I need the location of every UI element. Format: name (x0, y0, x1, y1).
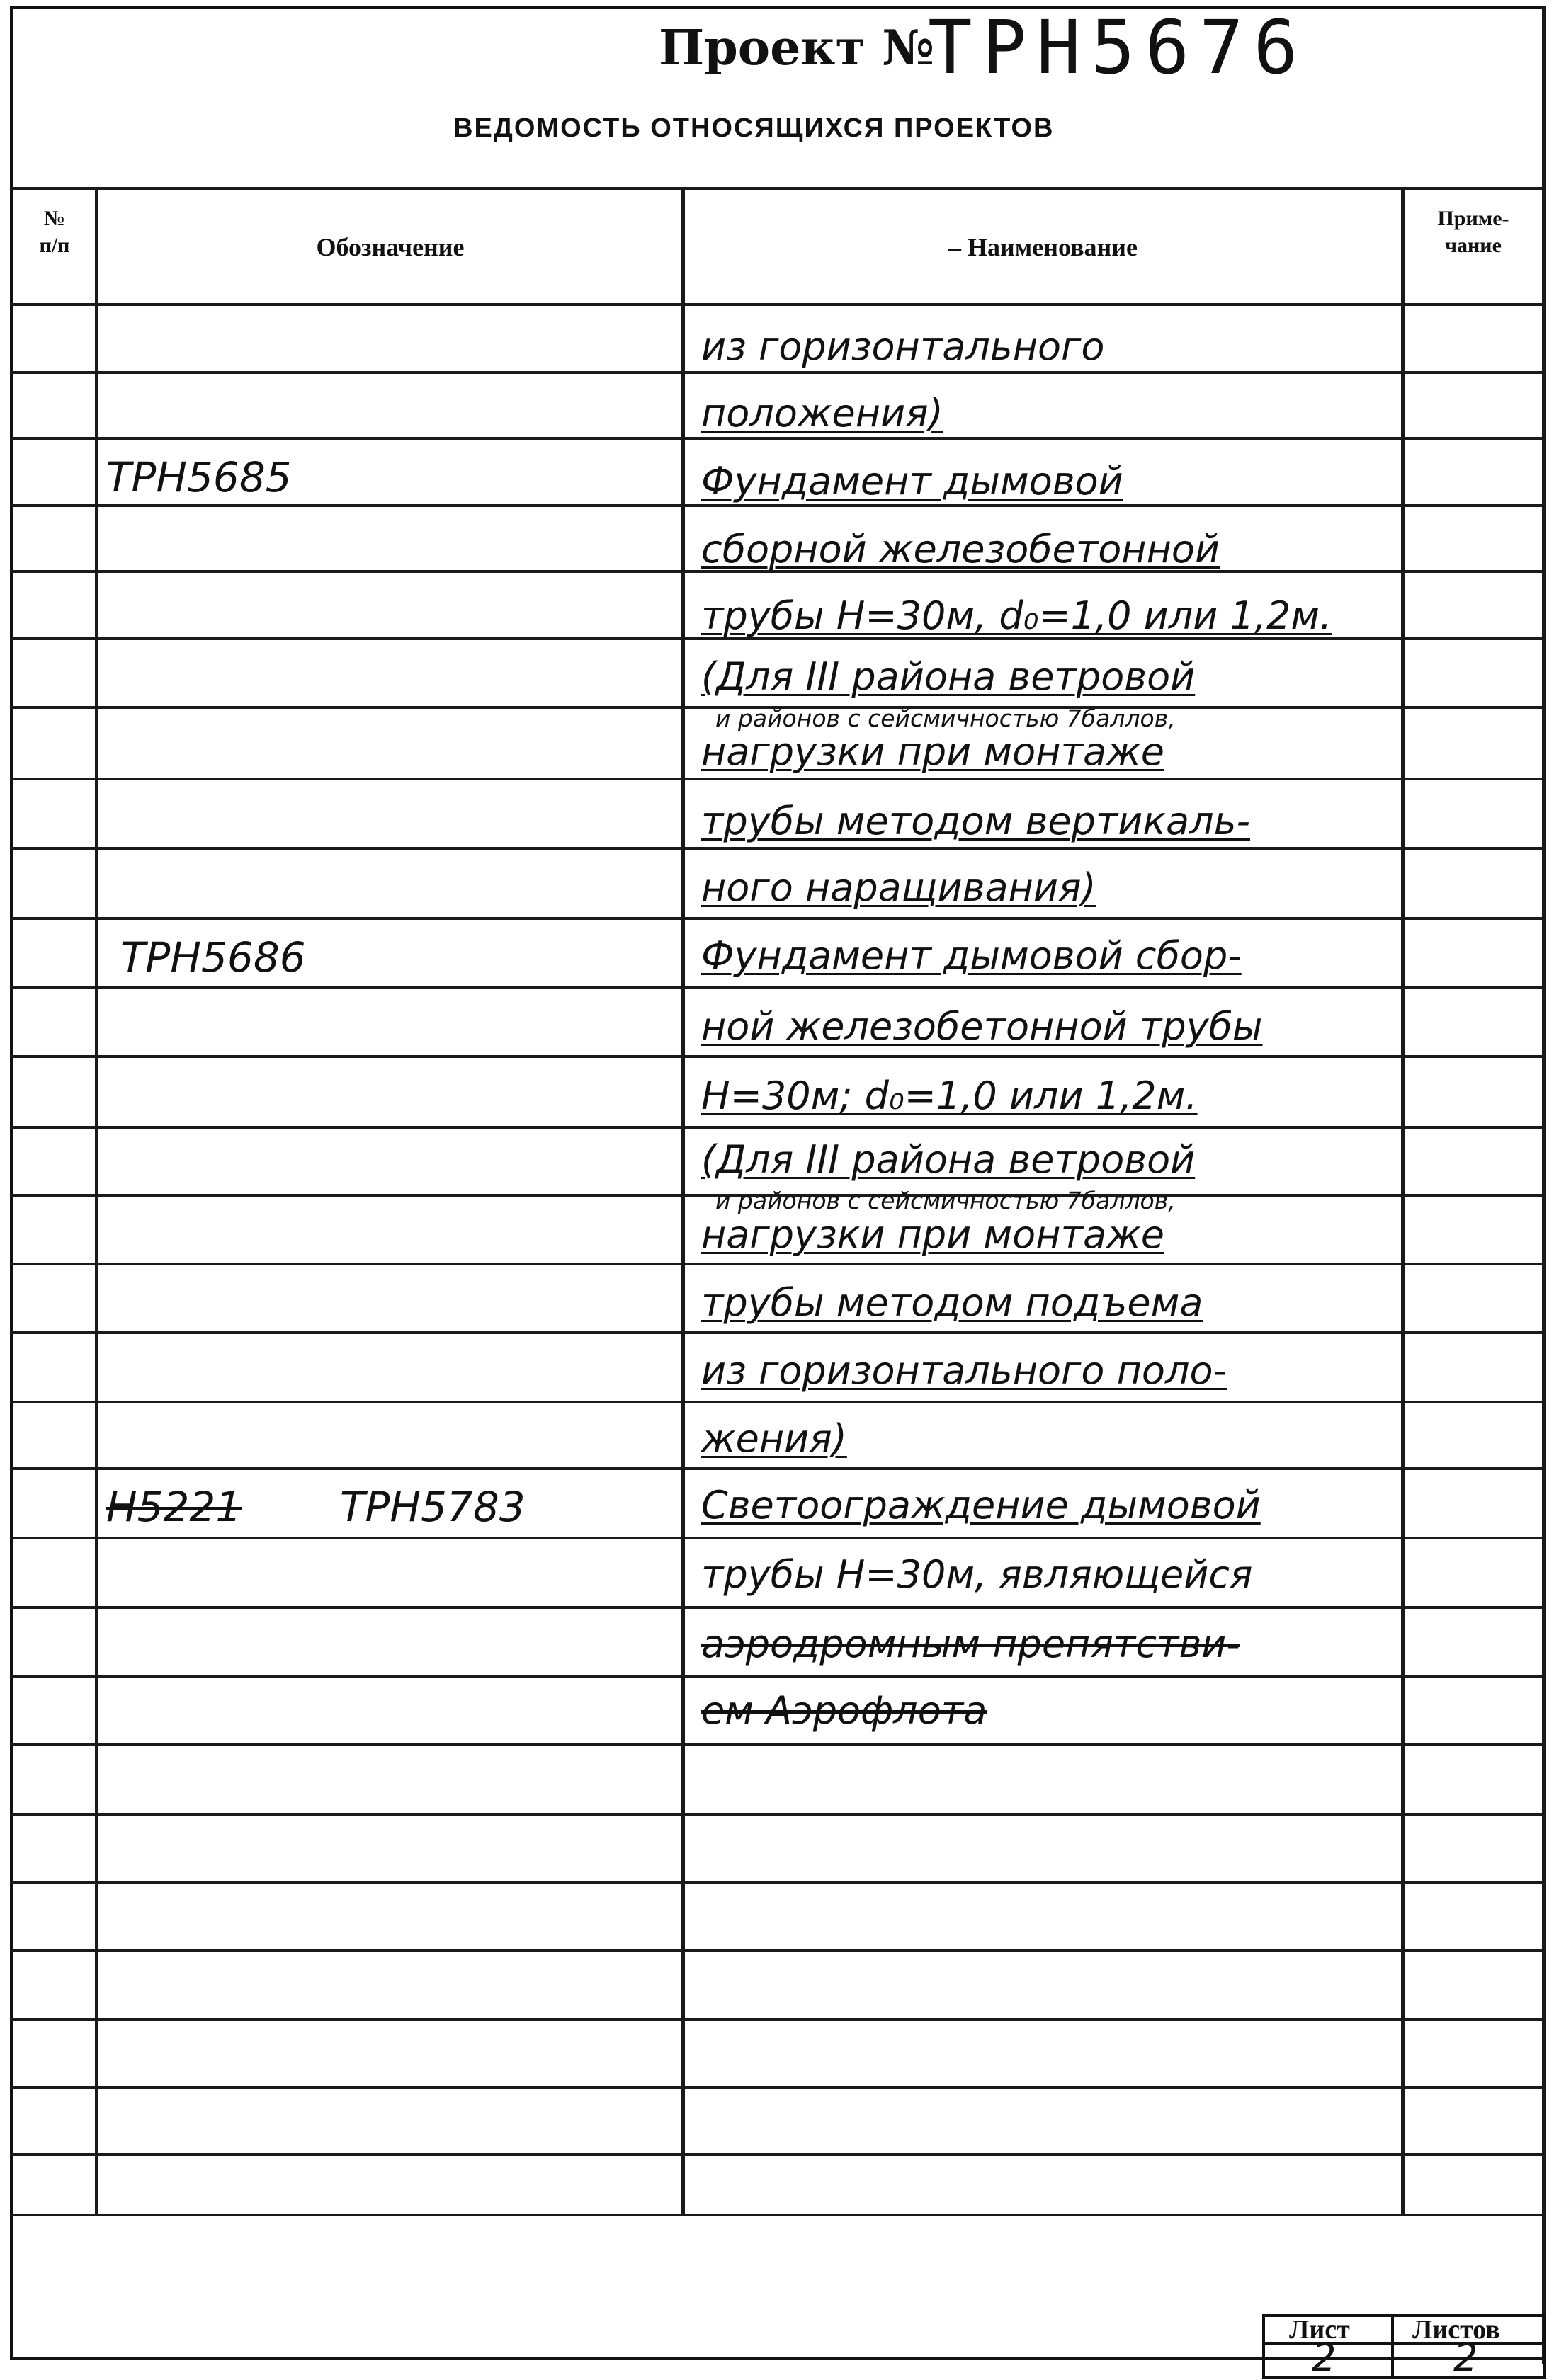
sheets-label: Листов (1412, 2315, 1500, 2345)
row-rule (10, 1606, 1546, 1609)
row-rule (10, 1675, 1546, 1678)
row-rule (10, 917, 1546, 920)
header-bottom-rule (10, 303, 1546, 306)
row-rule (10, 1813, 1546, 1816)
row-rule (10, 1055, 1546, 1058)
subtitle: ВЕДОМОСТЬ ОТНОСЯЩИХСЯ ПРОЕКТОВ (453, 113, 1055, 143)
col-header-name: – Наименование (948, 233, 1138, 261)
entry-name-line: Светоограждение дымовой (701, 1483, 1261, 1527)
title-label: Проект № (659, 20, 935, 76)
entry-name-line: из горизонтального поло- (701, 1348, 1227, 1393)
col-header-note: Приме- чание (1437, 207, 1509, 257)
entry-name-insert: и районов с сейсмичностью 7баллов, (715, 705, 1176, 732)
entry-name-insert: и районов с сейсмичностью 7баллов, (715, 1187, 1176, 1214)
col-rule-num (95, 187, 98, 2214)
continuation-line: положения) (701, 391, 943, 435)
row-rule (10, 437, 1546, 440)
entry-name-line: трубы Н=30м, являющейся (701, 1552, 1253, 1597)
entry-name-line: Фундамент дымовой (701, 459, 1123, 503)
entry-designation: ТРН5685 (106, 453, 292, 501)
project-number: ТРН5676 (928, 4, 1308, 91)
row-rule (10, 1467, 1546, 1470)
entry-name-line: Н=30м; d₀=1,0 или 1,2м. (701, 1074, 1198, 1118)
row-rule (10, 1263, 1546, 1265)
row-rule (10, 1743, 1546, 1746)
entry-name-line: трубы методом подъема (701, 1280, 1203, 1325)
table-bottom-rule (10, 2214, 1546, 2216)
row-rule (10, 371, 1546, 374)
table-top-rule (10, 187, 1546, 190)
entry-designation: ТРН5686 (120, 933, 306, 981)
row-rule (10, 2153, 1546, 2156)
sheets-value: 2 (1453, 2335, 1478, 2380)
entry-name-line: (Для III района ветровой (701, 1137, 1196, 1182)
sheet-value: 2 (1312, 2335, 1337, 2380)
row-rule (10, 986, 1546, 989)
entry-name-line: трубы методом вертикаль- (701, 799, 1250, 843)
col-header-num: № п/п (39, 207, 70, 257)
row-rule (10, 1401, 1546, 1403)
col-rule-name (1401, 187, 1405, 2214)
entry-name-line: ного наращивания) (701, 865, 1096, 910)
col-rule-designation (681, 187, 685, 2214)
entry-name-line: нагрузки при монтаже (701, 729, 1164, 774)
row-rule (10, 1881, 1546, 1884)
entry-name-line-struck: аэродромным препятстви- (701, 1622, 1240, 1666)
entry-name-line-struck: ем Аэрофлота (701, 1688, 987, 1733)
row-rule (10, 778, 1546, 780)
entry-name-line: нагрузки при монтаже (701, 1212, 1164, 1257)
row-rule (10, 2018, 1546, 2021)
row-rule (10, 1949, 1546, 1952)
row-rule (10, 1126, 1546, 1129)
entry-name-line: жения) (701, 1416, 847, 1461)
row-rule (10, 2086, 1546, 2089)
entry-name-line: трубы Н=30м, d₀=1,0 или 1,2м. (701, 593, 1332, 638)
row-rule (10, 847, 1546, 850)
row-rule (10, 1537, 1546, 1539)
entry-designation-struck: Н5221 (106, 1483, 242, 1531)
continuation-line: из горизонтального (701, 324, 1105, 369)
sheet-label: Лист (1289, 2315, 1350, 2345)
entry-name-line: (Для III района ветровой (701, 654, 1196, 699)
row-rule (10, 1331, 1546, 1334)
right-border (1542, 6, 1546, 2364)
row-rule (10, 504, 1546, 507)
entry-designation: ТРН5783 (340, 1483, 526, 1531)
entry-name-line: ной железобетонной трубы (701, 1004, 1263, 1049)
col-header-designation: Обозначение (316, 233, 465, 261)
entry-name-line: Фундамент дымовой сбор- (701, 933, 1242, 978)
entry-name-line: сборной железобетонной (701, 527, 1220, 571)
sheet-counter (1262, 2314, 1546, 2380)
